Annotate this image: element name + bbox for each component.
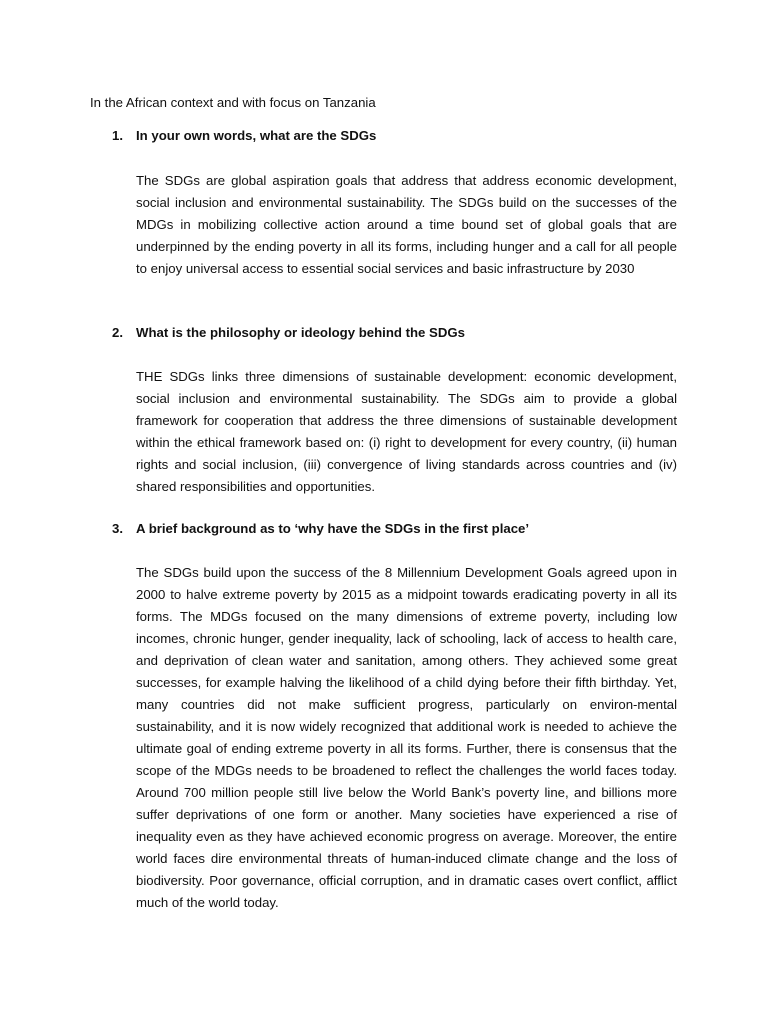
question-2-number: 2.: [112, 325, 123, 340]
question-3-number: 3.: [112, 521, 123, 536]
intro-line: In the African context and with focus on Tanzania: [90, 95, 376, 110]
question-2-answer: THE SDGs links three dimensions of sustainable development: economic development, social inclusion and environmental sustainability. The SDGs aim to provide a global framework for cooperation that address the three dimensions of sustainable development within the ethical framework based on: (i) right to development for every country, (ii) human rights and social inclusion, (iii) convergence of living standards across countries and (iv) shared responsibilities and opportunities.: [136, 369, 677, 494]
question-1-heading: [112, 127, 376, 145]
question-3-heading: [112, 520, 529, 538]
question-1-number: 1.: [112, 128, 123, 143]
question-1-title: In your own words, what are the SDGs: [136, 128, 377, 143]
question-3-answer: The SDGs build upon the success of the 8 Millennium Development Goals agreed upon in 2000 to halve extreme poverty by 2015 as a midpoint towards eradicating poverty in all its forms. The MDGs focused on the many dimensions of extreme poverty, including low incomes, chronic hunger, gender inequality, lack of schooling, lack of access to health care, and deprivation of clean water and sanitation, among others. They achieved some great successes, for example halving the likelihood of a child dying before their fifth birthday. Yet, many countries did not make sufficient progress, particularly on environ-mental sustainability, and it is now widely recognized that additional work is needed to achieve the ultimate goal of ending extreme poverty in all its forms. Further, there is consensus that the scope of the MDGs needs to be broadened to reflect the challenges the world faces today. Around 700 million people still live below the World Bank’s poverty line, and billions more suffer deprivations of one form or another. Many societies have experienced a rise of inequality even as they have achieved economic progress on average. Moreover, the entire world faces dire environmental threats of human-induced climate change and the loss of biodiversity. Poor governance, official corruption, and in dramatic cases overt conflict, afflict much of the world today.: [136, 565, 677, 910]
question-1-answer: The SDGs are global aspiration goals that address that address economic development, social inclusion and environmental sustainability. The SDGs build on the successes of the MDGs in mobilizing collective action around a time bound set of global goals that are underpinned by the ending poverty in all its forms, including hunger and a call for all people to enjoy universal access to essential social services and basic infrastructure by 2030: [136, 173, 677, 276]
question-3-title: A brief background as to ‘why have the SDGs in the first place’: [136, 521, 530, 536]
question-2-title: What is the philosophy or ideology behind the SDGs: [136, 325, 465, 340]
question-2-heading: [112, 324, 465, 342]
